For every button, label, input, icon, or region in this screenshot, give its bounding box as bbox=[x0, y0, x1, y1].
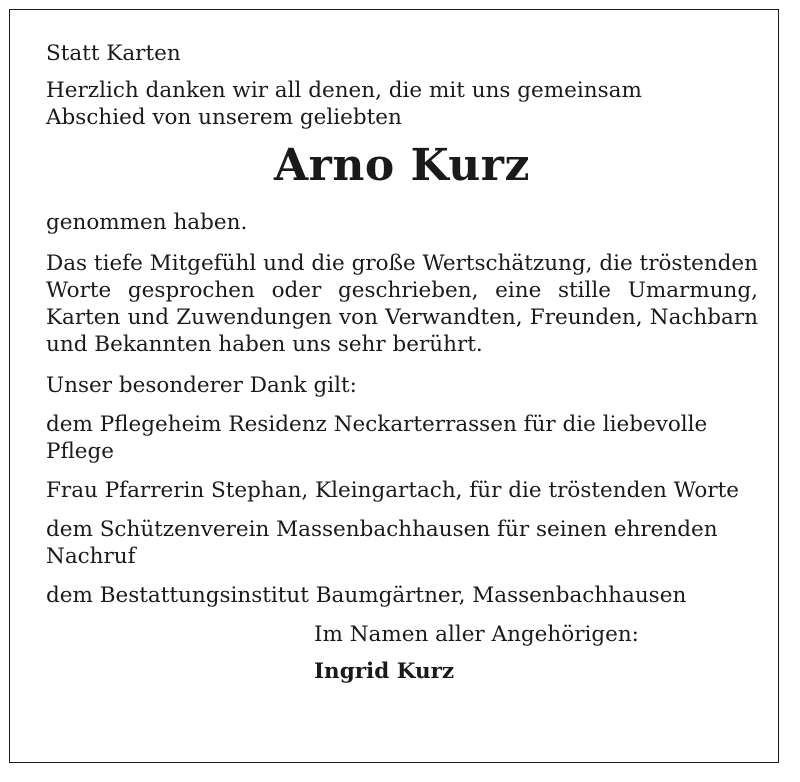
special-thanks-item: dem Pflegeheim Residenz Neckarterrassen für die liebevolle Pflege bbox=[46, 412, 708, 464]
special-thanks-item: dem Schützenverein Massenbachhausen für seinen ehrenden Nachruf bbox=[46, 517, 718, 569]
special-thanks-item: dem Bestattungsinstitut Baumgärtner, Massenbachhausen bbox=[46, 583, 687, 608]
special-thanks-item: Frau Pfarrerin Stephan, Kleingartach, für die tröstenden Worte bbox=[46, 478, 739, 503]
after-name-text: genommen haben. bbox=[46, 210, 248, 235]
deceased-name: Arno Kurz bbox=[274, 140, 530, 191]
gratitude-paragraph: Das tiefe Mitgefühl und die große Wertschätzung, die tröstenden Worte gesprochen oder geschrieben, eine stille Umarmung, Karten und Zuwendungen von Verwandten, Freunden, Nachbarn und Bekannten haben uns sehr berührt. bbox=[46, 251, 758, 357]
special-thanks-title: Unser besonderer Dank gilt: bbox=[46, 373, 357, 398]
signature-name: Ingrid Kurz bbox=[314, 659, 455, 684]
intro-line-1: Herzlich danken wir all denen, die mit uns gemeinsam bbox=[46, 78, 642, 103]
intro-line-2: Abschied von unserem geliebten bbox=[46, 105, 402, 130]
obituary-thank-you-notice bbox=[46, 40, 758, 685]
signature-block bbox=[314, 621, 758, 685]
signature-line: Im Namen aller Angehörigen: bbox=[314, 622, 639, 647]
notice-header: Statt Karten bbox=[46, 41, 181, 66]
intro-text bbox=[46, 77, 758, 131]
